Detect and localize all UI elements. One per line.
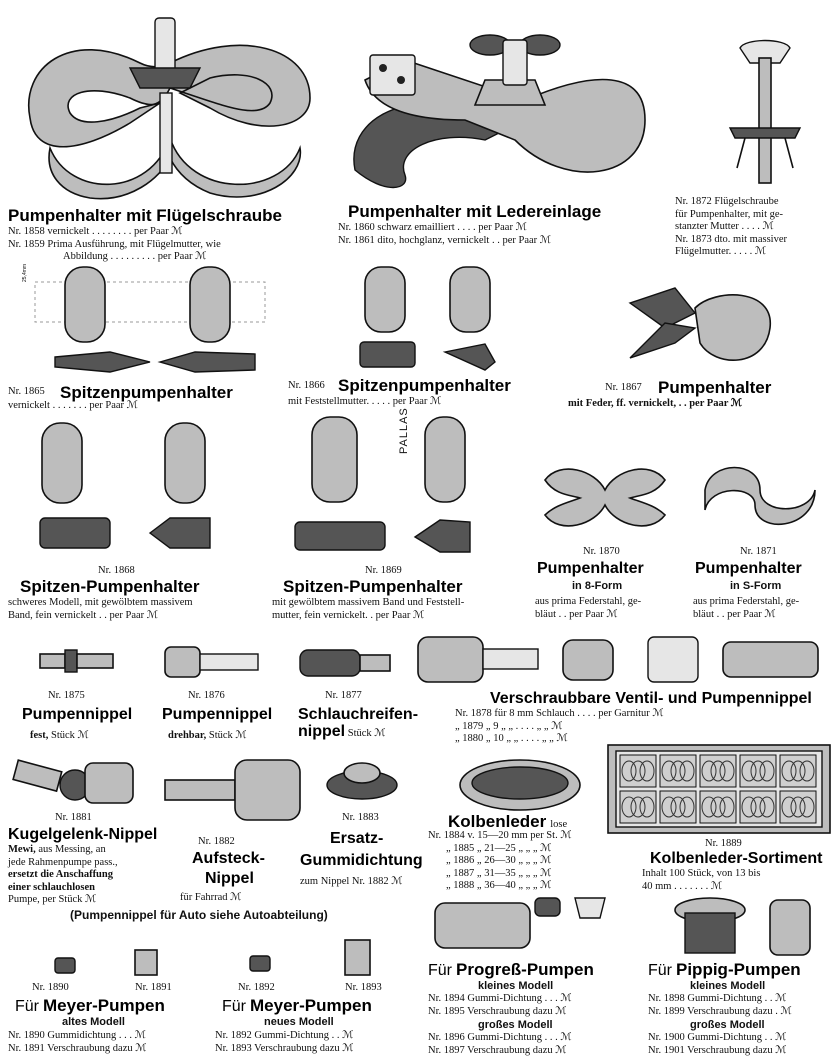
title-1870: Pumpenhalter	[537, 560, 644, 577]
text-line: bläut . . per Paar ℳ	[693, 608, 776, 620]
s-form-holder-illustration	[700, 460, 820, 535]
tip-pump-holder-1868-illustration	[30, 418, 230, 563]
meyer-pump-parts-illustration	[50, 938, 380, 978]
assortment-compartment	[780, 791, 816, 823]
assortment-compartment	[660, 755, 696, 787]
assortment-compartment	[620, 791, 656, 823]
dim-label: 25,4mm	[22, 263, 28, 282]
text-block-meyer-old	[8, 1030, 146, 1055]
subtitle-progress-small: kleines Modell	[478, 980, 554, 992]
text-line: 40 mm . . . . . . . ℳ	[642, 880, 723, 892]
text-line-1865: vernickelt . . . . . . . per Paar ℳ	[8, 400, 138, 411]
text-line: Nr. 1893 Verschraubung dazu ℳ	[215, 1042, 354, 1054]
subtitle-pippig-large: großes Modell	[690, 1019, 765, 1031]
title-1889: Kolbenleder-Sortiment	[650, 850, 823, 867]
nr-1867: Nr. 1867	[605, 382, 642, 393]
progress-pump-parts-illustration	[435, 893, 610, 953]
text-block-meyer-new	[215, 1030, 353, 1055]
text-line: Abbildung . . . . . . . . . per Paar ℳ	[63, 251, 207, 262]
nr-1892: Nr. 1892	[238, 982, 275, 993]
title-1865: Spitzenpumpenhalter	[60, 383, 233, 402]
nr-1891: Nr. 1891	[135, 982, 172, 993]
assortment-compartment	[620, 755, 656, 787]
nr-1876: Nr. 1876	[188, 690, 225, 701]
pallas-label: PALLAS	[398, 407, 410, 454]
tip-pump-holder-1869-illustration	[290, 412, 480, 562]
tip-pump-holder-1866-illustration	[355, 262, 510, 377]
text-line: Band, fein vernickelt . . per Paar ℳ	[8, 609, 159, 621]
text-line: Nr. 1860 schwarz emailliert . . . . per Paar ℳ	[338, 222, 527, 233]
tip-pump-holder-1865-illustration	[22, 262, 280, 387]
text-block-1870	[535, 596, 641, 621]
assortment-compartment	[700, 791, 736, 823]
text-line: Pumpe, per Stück ℳ	[8, 894, 97, 905]
title-1878: Verschraubbare Ventil- und Pumpennippel	[490, 690, 812, 707]
text-line: Nr. 1895 Verschraubung dazu ℳ	[428, 1005, 567, 1017]
title-meyer-old: Für Meyer-Pumpen	[15, 996, 165, 1015]
nr-1875: Nr. 1875	[48, 690, 85, 701]
text-line: Nr. 1892 Gummi-Dichtung . . ℳ	[215, 1030, 354, 1041]
nr-1865: Nr. 1865	[8, 386, 45, 397]
text-line-1877: nippel Stück ℳ	[298, 723, 386, 740]
text-block-1881	[8, 844, 118, 907]
title-1877: Schlauchreifen-	[298, 706, 419, 723]
text-block-pippig-large	[648, 1032, 786, 1057]
assortment-compartment	[660, 791, 696, 823]
title-pippig: Für Pippig-Pumpen	[648, 960, 801, 979]
text-line: Nr. 1872 Flügelschraube	[675, 196, 779, 207]
title-1875: Pumpennippel	[22, 706, 133, 723]
text-line: Nr. 1896 Gummi-Dichtung . . . ℳ	[428, 1032, 572, 1043]
text-line: ersetzt die Anschaffung	[8, 869, 113, 880]
text-block-1869	[272, 597, 464, 622]
title-1871: Pumpenhalter	[695, 560, 802, 577]
text-line: aus prima Federstahl, ge-	[693, 596, 800, 607]
title-1884: Kolbenleder lose	[448, 812, 568, 831]
note-auto: (Pumpennippel für Auto siehe Autoabteilung)	[70, 908, 328, 922]
text-line: schweres Modell, mit gewölbtem massivem	[8, 597, 193, 608]
nr-1869: Nr. 1869	[365, 565, 402, 576]
title-1858: Pumpenhalter mit Flügelschraube	[8, 206, 282, 225]
text-line: Nr. 1901 Verschraubung dazu ℳ	[648, 1044, 787, 1056]
text-block-pippig-small	[648, 993, 792, 1018]
title-1882: Aufsteck-	[192, 850, 265, 867]
text-block-1860	[338, 222, 551, 247]
text-line-1866: mit Feststellmutter. . . . . per Paar ℳ	[288, 396, 442, 407]
assortment-compartment	[740, 755, 776, 787]
nr-1866: Nr. 1866	[288, 380, 325, 391]
assortment-compartment	[700, 755, 736, 787]
text-block-1871	[693, 596, 799, 621]
title-1883-b: Gummidichtung	[300, 852, 423, 869]
text-line: Flügelmutter. . . . . ℳ	[675, 246, 767, 257]
subtitle-1871: in S-Form	[730, 580, 782, 592]
wing-screw-illustration	[725, 38, 805, 188]
text-block-1868	[8, 597, 193, 622]
title-1860: Pumpenhalter mit Ledereinlage	[348, 202, 602, 221]
text-line-1867: mit Feder, ff. vernickelt, . . per Paar ℳ	[568, 398, 743, 409]
text-line: Nr. 1890 Gummidichtung . . . ℳ	[8, 1030, 146, 1041]
text-line: stanzter Mutter . . . . ℳ	[675, 221, 774, 232]
text-line: Nr. 1899 Verschraubung dazu . ℳ	[648, 1005, 792, 1017]
title-1876: Pumpennippel	[162, 706, 273, 723]
text-block-progress-large	[428, 1032, 572, 1057]
title-1868: Spitzen-Pumpenhalter	[20, 577, 200, 596]
text-line: „ 1887 „ 31—35 „ „ „ ℳ	[446, 867, 552, 879]
title-1882-b: Nippel	[205, 870, 254, 887]
rubber-seal-illustration	[325, 760, 400, 800]
text-line-1875: fest, Stück ℳ	[30, 730, 89, 741]
text-line: Nr. 1894 Gummi-Dichtung . . . ℳ	[428, 993, 572, 1004]
nr-1890: Nr. 1890	[32, 982, 69, 993]
text-block-1878	[455, 708, 664, 746]
subtitle-1870: in 8-Form	[572, 580, 623, 592]
nr-1881: Nr. 1881	[55, 812, 92, 823]
text-line: Nr. 1873 dto. mit massiver	[675, 233, 787, 245]
text-block-progress-small	[428, 993, 572, 1018]
screw-valve-nipples-illustration	[418, 632, 823, 687]
pump-nipple-fixed-illustration	[40, 648, 115, 674]
nr-1882: Nr. 1882	[198, 836, 235, 847]
nr-1871: Nr. 1871	[740, 546, 777, 557]
text-line: Nr. 1891 Verschraubung dazu ℳ	[8, 1042, 147, 1054]
text-line: Nr. 1897 Verschraubung dazu ℳ	[428, 1044, 567, 1056]
title-1869: Spitzen-Pumpenhalter	[283, 577, 463, 596]
text-line-1882: für Fahrrad ℳ	[180, 892, 242, 903]
nr-1877: Nr. 1877	[325, 690, 362, 701]
text-line: Inhalt 100 Stück, von 13 bis	[642, 868, 761, 879]
title-1883: Ersatz-	[330, 830, 384, 847]
nr-1883: Nr. 1883	[342, 812, 379, 823]
nr-1893: Nr. 1893	[345, 982, 382, 993]
text-block-1889	[642, 868, 760, 893]
title-1881: Kugelgelenk-Nippel	[8, 826, 158, 843]
text-line: für Pumpenhalter, mit ge-	[675, 208, 784, 220]
spring-pump-holder-1867-illustration	[625, 283, 780, 373]
text-line: bläut . . per Paar ℳ	[535, 608, 618, 620]
push-on-nipple-illustration	[165, 750, 305, 825]
assortment-compartment	[740, 791, 776, 823]
nr-1868: Nr. 1868	[98, 565, 135, 576]
title-1866: Spitzenpumpenhalter	[338, 376, 511, 395]
text-block-1884	[428, 830, 572, 893]
pump-clamp-wing-screw-illustration	[10, 8, 330, 208]
text-line: Nr. 1861 dito, hochglanz, vernickelt . . per Paar ℳ	[338, 234, 552, 246]
text-block-1858	[8, 226, 221, 264]
subtitle-meyer-new: neues Modell	[264, 1016, 334, 1028]
title-progress: Für Progreß-Pumpen	[428, 960, 594, 979]
nr-1870: Nr. 1870	[583, 546, 620, 557]
text-line: „ 1886 „ 26—30 „ „ „ ℳ	[446, 855, 552, 866]
text-line: „ 1879 „ 9 „ „ . . . . „ „ ℳ	[455, 720, 563, 732]
text-line: „ 1885 „ 21—25 „ „ „ ℳ	[446, 842, 552, 854]
text-line: mit gewölbtem massivem Band und Feststell-	[272, 597, 465, 608]
title-meyer-new: Für Meyer-Pumpen	[222, 996, 372, 1015]
piston-leather-illustration	[458, 755, 583, 815]
text-line: einer schlauchlosen	[8, 881, 96, 893]
nr-1889: Nr. 1889	[705, 838, 742, 849]
text-line: „ 1880 „ 10 „ „ . . . . „ „ ℳ	[455, 733, 568, 744]
subtitle-pippig-small: kleines Modell	[690, 980, 766, 992]
text-block-1872	[675, 196, 787, 259]
text-line: Nr. 1878 für 8 mm Schlauch . . . . per Garnitur ℳ	[455, 708, 664, 719]
text-line: Mewi, aus Messing, an	[8, 844, 106, 855]
text-line: Nr. 1900 Gummi-Dichtung . . ℳ	[648, 1032, 787, 1043]
text-line: aus prima Federstahl, ge-	[535, 596, 642, 607]
text-line: Nr. 1859 Prima Ausführung, mit Flügelmutter, wie	[8, 238, 221, 250]
text-line-1876: drehbar, Stück ℳ	[168, 730, 247, 741]
ball-joint-nipple-illustration	[15, 755, 135, 805]
title-1867: Pumpenhalter	[658, 378, 772, 397]
text-line: jede Rahmenpumpe pass.,	[8, 856, 118, 868]
pump-nipple-swivel-illustration	[165, 645, 260, 679]
assortment-compartment	[780, 755, 816, 787]
pump-clamp-leather-illustration	[345, 10, 655, 200]
text-line-1883: zum Nippel Nr. 1882 ℳ	[300, 876, 403, 887]
piston-leather-assortment-illustration	[608, 745, 830, 835]
pippig-pump-parts-illustration	[670, 895, 820, 960]
text-line: Nr. 1858 vernickelt . . . . . . . . per Paar ℳ	[8, 226, 183, 237]
text-line: mutter, fein vernickelt. . per Paar ℳ	[272, 609, 425, 621]
figure-eight-holder-illustration	[540, 460, 670, 535]
tube-tire-nipple-illustration	[300, 648, 392, 678]
subtitle-progress-large: großes Modell	[478, 1019, 553, 1031]
subtitle-meyer-old: altes Modell	[62, 1016, 125, 1028]
text-line: Nr. 1898 Gummi-Dichtung . . ℳ	[648, 993, 787, 1004]
text-line: „ 1888 „ 36—40 „ „ „ ℳ	[446, 880, 552, 891]
text-line: Nr. 1884 v. 15—20 mm per St. ℳ	[428, 830, 572, 841]
